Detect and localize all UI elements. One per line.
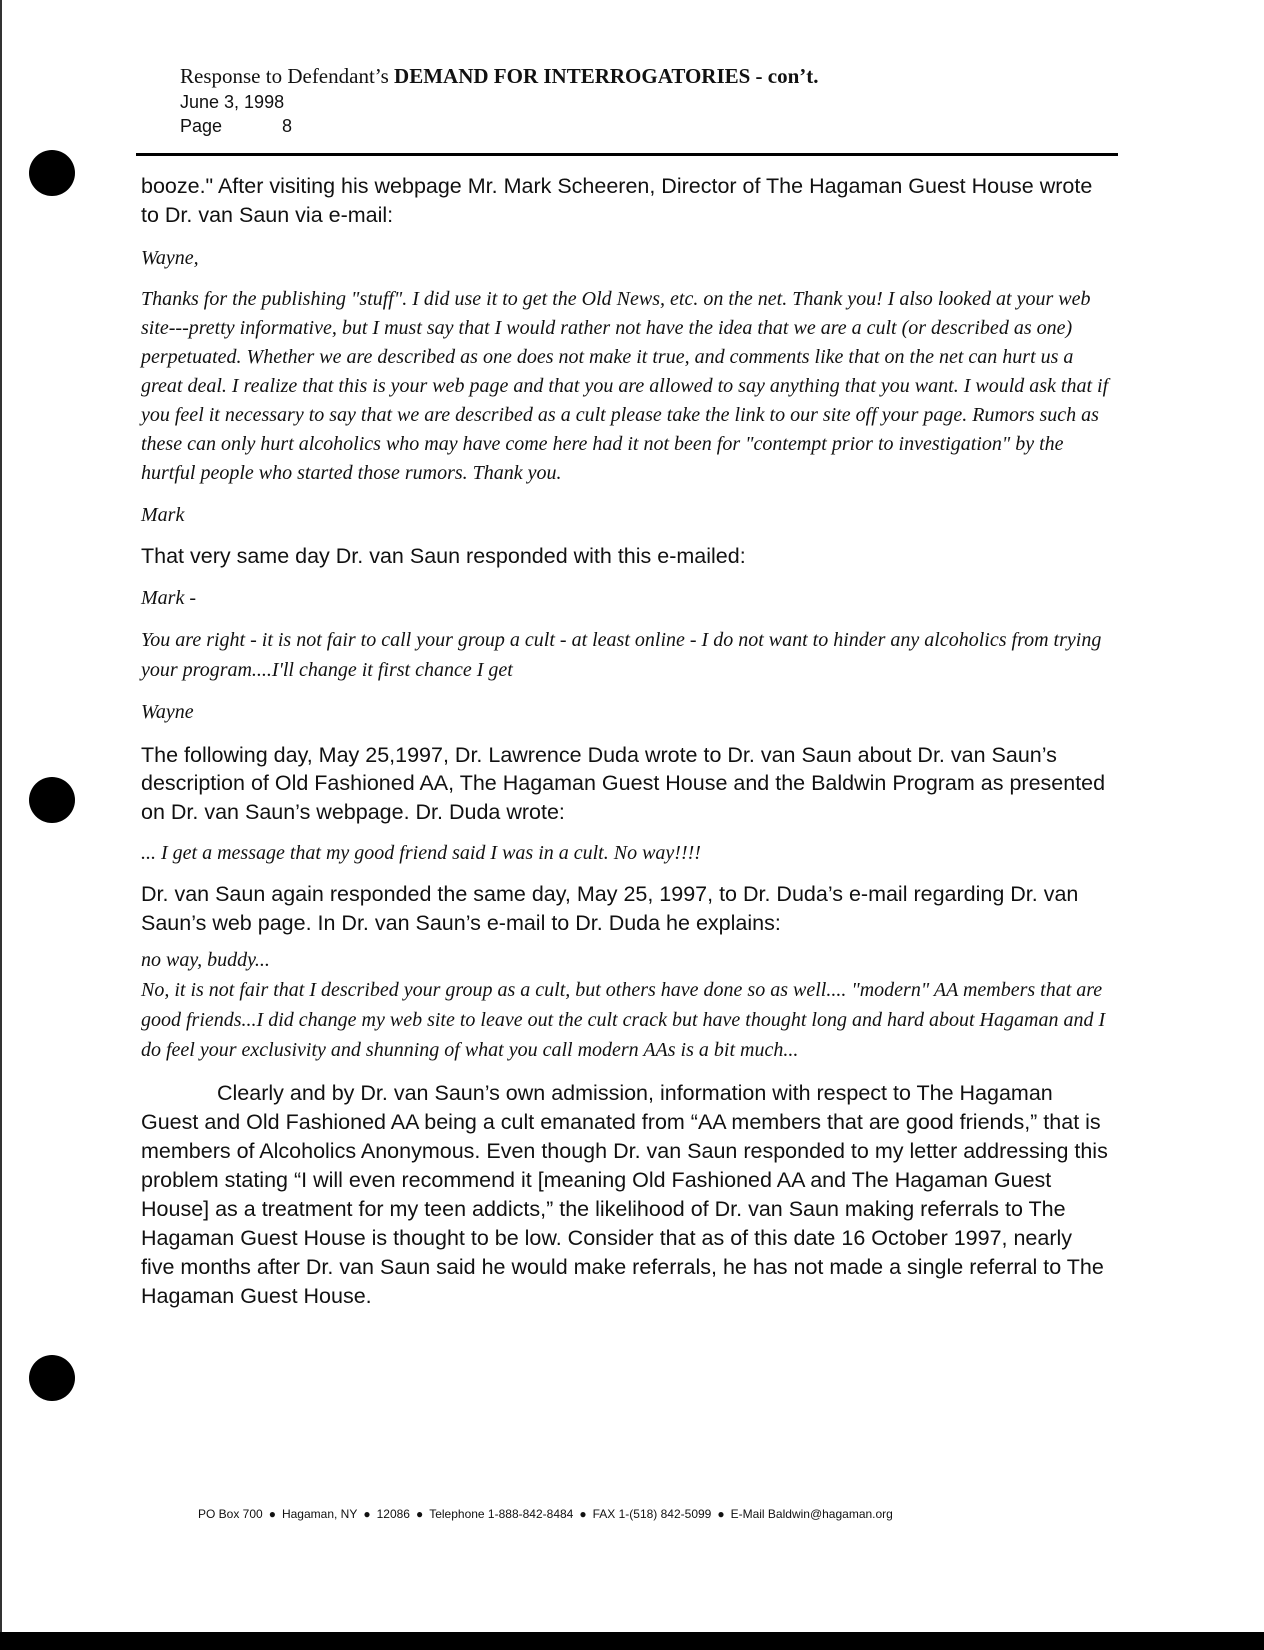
email-quote: No, it is not fair that I described your group as a cult, but others have done so as well.... "modern" AA members that are good friends...I did change my web site to leave out the cult crack but have thought long and hard about Hagaman and I do feel your exclusivity and shunning of what you call modern AAs is a bit much... bbox=[141, 979, 1106, 1061]
paragraph: That very same day Dr. van Saun responded with this e-mailed: bbox=[141, 544, 746, 568]
paragraph: The following day, May 25,1997, Dr. Lawrence Duda wrote to Dr. van Saun about Dr. van Saun’s description of Old Fashioned AA, The Hagaman Guest House and the Baldwin Program as presented on Dr. van Saun’s webpage. Dr. Duda wrote: bbox=[141, 742, 1106, 824]
bullet-icon: ● bbox=[415, 1507, 424, 1521]
document-body bbox=[141, 172, 1111, 1311]
bullet-icon: ● bbox=[363, 1507, 371, 1521]
email-salutation: no way, buddy... bbox=[141, 949, 270, 971]
email-quote: You are right - it is not fair to call your group a cult - at least online - I do not want to hinder any alcoholics from trying your program....I'll change it first chance I get bbox=[141, 628, 1102, 681]
footer-zip: 12086 bbox=[376, 1507, 410, 1521]
page-number: 8 bbox=[282, 116, 293, 136]
document-date: June 3, 1998 bbox=[180, 92, 285, 112]
footer-city: Hagaman, NY bbox=[281, 1507, 358, 1521]
email-salutation: Wayne, bbox=[141, 247, 199, 269]
punch-hole-icon bbox=[29, 777, 75, 823]
email-salutation: Mark - bbox=[141, 586, 196, 609]
scan-bottom-border bbox=[0, 1632, 1264, 1650]
footer-telephone: Telephone 1-888-842-8484 bbox=[429, 1507, 574, 1521]
bullet-icon: ● bbox=[268, 1507, 276, 1521]
email-signature: Mark bbox=[141, 504, 185, 526]
footer-email: E-Mail Baldwin@hagaman.org bbox=[730, 1507, 893, 1521]
bullet-icon: ● bbox=[579, 1507, 587, 1521]
paragraph: Clearly and by Dr. van Saun’s own admission, information with respect to The Hagaman Guest and Old Fashioned AA being a cult emanated from “AA members that are good friends,” that is members of Alcoholics Anonymous. Even though Dr. van Saun responded to my letter addressing this problem stating “I will even recommend it [meaning Old Fashioned AA and The Hagaman Guest House] as a treatment for my teen addicts,” the likelihood of Dr. van Saun making referrals to The Hagaman Guest House is thought to be low. Consider that as of this date 16 October 1997, nearly five months after Dr. van Saun said he would make referrals, he has not made a single referral to The Hagaman Guest House. bbox=[141, 1081, 1108, 1308]
title-prefix: Response to Defendant’s bbox=[180, 64, 395, 88]
page-label: Page bbox=[180, 116, 223, 136]
paragraph: booze." After visiting his webpage Mr. Mark Scheeren, Director of The Hagaman Guest House wrote to Dr. van Saun via e-mail: bbox=[141, 174, 1093, 227]
email-quote: Thanks for the publishing "stuff". I did use it to get the Old News, etc. on the net. Thank you! I also looked at your web site---pretty informative, but I must say that I would rather not have the idea that we are a cult (or described as one) perpetuated. Whether we are described as one does not make it true, and comments like that on the net can hurt us a great deal. I realize that this is your web page and that you are allowed to say anything that you want. I would ask that if you feel it necessary to say that we are described as a cult please take the link to our site off your page. Rumors such as these can only hurt alcoholics who may have come here had it not been for "contempt prior to investigation" by the hurtful people who started those rumors. Thank you. bbox=[141, 288, 1109, 484]
scan-left-edge bbox=[0, 0, 2, 1650]
bullet-icon: ● bbox=[717, 1507, 725, 1521]
punch-hole-icon bbox=[29, 1355, 75, 1401]
punch-hole-icon bbox=[29, 150, 75, 196]
page-header bbox=[180, 62, 1080, 138]
footer-po-box: PO Box 700 bbox=[198, 1507, 263, 1521]
page-footer bbox=[198, 1507, 1078, 1521]
document-title bbox=[180, 62, 1080, 90]
footer-fax: FAX 1-(518) 842-5099 bbox=[592, 1507, 712, 1521]
email-quote: ... I get a message that my good friend said I was in a cult. No way!!!! bbox=[141, 842, 701, 864]
paragraph: Dr. van Saun again responded the same day, May 25, 1997, to Dr. Duda’s e-mail regarding Dr. van Saun’s web page. In Dr. van Saun’s e-mail to Dr. Duda he explains: bbox=[141, 882, 1079, 935]
email-signature: Wayne bbox=[141, 700, 194, 723]
page-indicator bbox=[180, 114, 1080, 138]
header-rule bbox=[136, 153, 1118, 156]
title-bold: DEMAND FOR INTERROGATORIES - con’t. bbox=[394, 64, 819, 88]
